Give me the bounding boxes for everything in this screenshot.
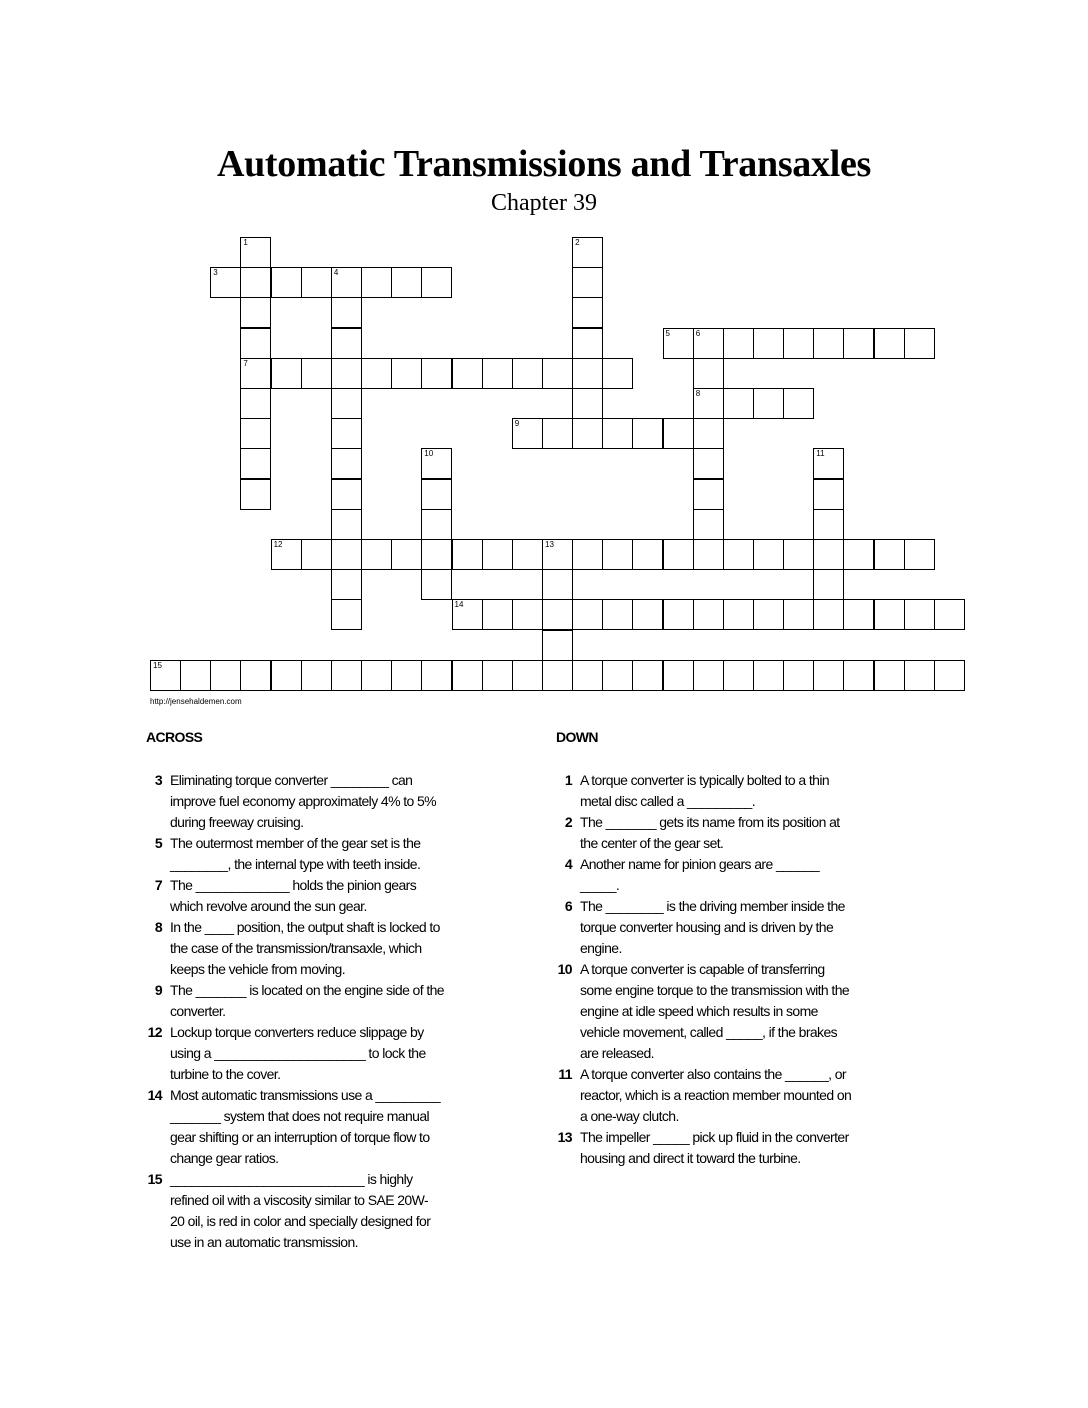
crossword-cell[interactable]	[632, 660, 663, 691]
crossword-cell[interactable]	[421, 539, 452, 570]
crossword-cell[interactable]	[602, 599, 633, 630]
crossword-cell[interactable]	[542, 358, 573, 389]
crossword-cell[interactable]	[753, 388, 784, 419]
crossword-cell[interactable]	[210, 660, 241, 691]
crossword-cell[interactable]	[361, 539, 392, 570]
crossword-cell[interactable]	[331, 599, 362, 630]
clue-number: 13	[557, 1129, 572, 1145]
crossword-cell[interactable]	[813, 599, 844, 630]
clue-text	[170, 770, 436, 833]
crossword-cell[interactable]	[572, 328, 603, 359]
crossword-cell[interactable]	[843, 539, 874, 570]
crossword-cell[interactable]	[331, 418, 362, 449]
cell-number: 7	[243, 358, 248, 368]
crossword-cell[interactable]	[753, 660, 784, 691]
crossword-cell[interactable]	[693, 599, 724, 630]
cell-number: 9	[514, 419, 520, 429]
crossword-cell[interactable]	[512, 418, 543, 449]
crossword-cell[interactable]	[542, 660, 573, 691]
clue-line: A torque converter is capable of transferring	[580, 961, 825, 977]
crossword-cell[interactable]	[602, 358, 633, 389]
clue-line: the case of the transmission/transaxle, which	[170, 940, 422, 956]
clue-line: The _______ is located on the engine side of the	[170, 982, 444, 998]
across-clue-3	[142, 770, 542, 833]
crossword-cell[interactable]	[421, 660, 452, 691]
crossword-cell[interactable]	[843, 660, 874, 691]
crossword-cell[interactable]	[663, 599, 694, 630]
crossword-cell[interactable]	[452, 539, 483, 570]
across-clue-5	[142, 833, 542, 875]
crossword-cell[interactable]	[723, 328, 754, 359]
clue-text	[580, 854, 819, 896]
clue-line: change gear ratios.	[170, 1150, 279, 1166]
crossword-cell[interactable]	[783, 660, 814, 691]
clue-text	[580, 1064, 851, 1127]
clue-line: converter.	[170, 1003, 226, 1019]
down-clue-11	[552, 1064, 952, 1127]
crossword-cell[interactable]	[301, 539, 332, 570]
crossword-cell[interactable]	[874, 539, 905, 570]
clue-number: 11	[558, 1066, 572, 1082]
clue-line: Most automatic transmissions use a _________	[170, 1087, 441, 1103]
crossword-cell[interactable]	[693, 358, 724, 389]
crossword-cell[interactable]	[150, 660, 181, 691]
crossword-cell[interactable]	[934, 660, 965, 691]
crossword-cell[interactable]	[632, 539, 663, 570]
crossword-cell[interactable]	[753, 539, 784, 570]
crossword-cell[interactable]	[512, 358, 543, 389]
crossword-cell[interactable]	[843, 328, 874, 359]
crossword-cell[interactable]	[331, 660, 362, 691]
crossword-cell[interactable]	[904, 328, 935, 359]
crossword-cell[interactable]	[693, 660, 724, 691]
crossword-cell[interactable]	[723, 599, 754, 630]
crossword-cell[interactable]	[331, 297, 362, 328]
crossword-cell[interactable]	[391, 660, 422, 691]
crossword-cell[interactable]	[663, 328, 694, 359]
clue-line: A torque converter is typically bolted to a thin	[580, 772, 830, 788]
crossword-cell[interactable]	[240, 358, 271, 389]
across-clue-7	[142, 875, 542, 917]
crossword-cell[interactable]	[693, 388, 724, 419]
crossword-cell[interactable]	[874, 660, 905, 691]
crossword-cell[interactable]	[542, 599, 573, 630]
crossword-cell[interactable]	[693, 509, 724, 540]
crossword-cell[interactable]	[572, 539, 603, 570]
crossword-cell[interactable]	[632, 418, 663, 449]
clue-text	[170, 917, 440, 980]
down-clue-4	[552, 854, 952, 896]
crossword-cell[interactable]	[421, 479, 452, 510]
crossword-cell[interactable]	[361, 267, 392, 298]
crossword-cell[interactable]	[512, 599, 543, 630]
crossword-cell[interactable]	[240, 479, 271, 510]
clue-line: housing and direct it toward the turbine.	[580, 1150, 801, 1166]
clue-text	[580, 896, 845, 959]
cell-number: 13	[545, 540, 554, 549]
crossword-cell[interactable]	[904, 599, 935, 630]
source-url: http://jensehaldemen.com	[150, 697, 242, 706]
across-clue-8	[142, 917, 542, 980]
crossword-cell[interactable]	[693, 539, 724, 570]
clue-line: 20 oil, is red in color and specially designed for	[170, 1213, 431, 1229]
clue-number: 14	[147, 1087, 162, 1103]
cell-number: 4	[333, 268, 339, 278]
crossword-cell[interactable]	[452, 599, 483, 630]
clue-line: during freeway cruising.	[170, 814, 304, 830]
clue-line: The ________ is the driving member inside the	[580, 898, 845, 914]
crossword-cell[interactable]	[542, 630, 573, 661]
across-clue-9	[142, 980, 542, 1022]
crossword-cell[interactable]	[240, 418, 271, 449]
crossword-cell[interactable]	[331, 328, 362, 359]
cell-number: 2	[575, 238, 580, 247]
clue-line: use in an automatic transmission.	[170, 1234, 358, 1250]
cell-number: 6	[695, 328, 701, 338]
crossword-cell[interactable]	[271, 539, 302, 570]
crossword-cell[interactable]	[542, 569, 573, 600]
clue-line: turbine to the cover.	[170, 1066, 281, 1082]
crossword-cell[interactable]	[240, 660, 271, 691]
across-clue-list	[142, 770, 542, 1253]
down-clue-2	[552, 812, 952, 854]
crossword-cell[interactable]	[602, 418, 633, 449]
clue-line: metal disc called a _________.	[580, 793, 756, 809]
clue-text	[580, 959, 849, 1064]
clue-line: The _____________ holds the pinion gears	[170, 877, 417, 893]
across-clue-14	[142, 1085, 542, 1169]
clue-line: The outermost member of the gear set is the	[170, 835, 421, 851]
clue-number: 8	[154, 919, 162, 935]
clue-line: engine.	[580, 940, 622, 956]
clue-line: torque converter housing and is driven by the	[580, 919, 834, 935]
clue-line: engine at idle speed which results in some	[580, 1003, 818, 1019]
crossword-cell[interactable]	[331, 479, 362, 510]
crossword-cell[interactable]	[331, 448, 362, 479]
clue-number: 12	[147, 1024, 162, 1040]
clue-line: In the ____ position, the output shaft is locked to	[170, 919, 440, 935]
crossword-cell[interactable]	[572, 599, 603, 630]
across-heading: ACROSS	[146, 729, 203, 745]
crossword-cell[interactable]	[753, 328, 784, 359]
crossword-cell[interactable]	[452, 660, 483, 691]
clue-line: A torque converter also contains the ______, or	[580, 1066, 846, 1082]
crossword-cell[interactable]	[391, 358, 422, 389]
crossword-cell[interactable]	[572, 297, 603, 328]
clue-line: The _______ gets its name from its position at	[580, 814, 840, 830]
crossword-cell[interactable]	[904, 660, 935, 691]
clue-line: refined oil with a viscosity similar to SAE 20W-	[170, 1192, 429, 1208]
down-clue-list	[552, 770, 952, 1169]
crossword-cell[interactable]	[271, 660, 302, 691]
crossword-cell[interactable]	[904, 539, 935, 570]
clue-line: vehicle movement, called _____, if the brakes	[580, 1024, 838, 1040]
cell-number: 8	[695, 389, 701, 398]
clue-line: improve fuel economy approximately 4% to 5%	[170, 793, 437, 809]
crossword-cell[interactable]	[632, 599, 663, 630]
crossword-cell[interactable]	[301, 660, 332, 691]
crossword-cell[interactable]	[723, 388, 754, 419]
crossword-cell[interactable]	[783, 388, 814, 419]
crossword-cell[interactable]	[331, 267, 362, 298]
clue-text	[170, 875, 416, 917]
clue-line: Lockup torque converters reduce slippage by	[170, 1024, 424, 1040]
clue-number: 5	[154, 835, 162, 851]
crossword-cell[interactable]	[512, 539, 543, 570]
clue-line: keeps the vehicle from moving.	[170, 961, 345, 977]
clue-line: _____.	[580, 877, 620, 893]
crossword-cell[interactable]	[813, 328, 844, 359]
crossword-cell[interactable]	[783, 539, 814, 570]
clue-line: a one-way clutch.	[580, 1108, 679, 1124]
clue-line: The impeller _____ pick up fluid in the converter	[580, 1129, 849, 1145]
clue-number: 9	[154, 982, 162, 998]
crossword-cell[interactable]	[180, 660, 211, 691]
clue-text	[170, 980, 444, 1022]
clue-text	[170, 1169, 430, 1253]
crossword-cell[interactable]	[421, 509, 452, 540]
clue-line: Another name for pinion gears are ______	[580, 856, 820, 872]
crossword-cell[interactable]	[301, 358, 332, 389]
crossword-cell[interactable]	[693, 479, 724, 510]
crossword-cell[interactable]	[723, 539, 754, 570]
crossword-cell[interactable]	[240, 448, 271, 479]
crossword-cell[interactable]	[482, 539, 513, 570]
clue-text	[580, 770, 829, 812]
crossword-cell[interactable]	[421, 448, 452, 479]
clue-text	[170, 1022, 426, 1085]
cell-number: 15	[153, 660, 162, 670]
page-title: Automatic Transmissions and Transaxles	[216, 143, 872, 185]
crossword-cell[interactable]	[783, 328, 814, 359]
crossword-cell[interactable]	[240, 267, 271, 298]
down-heading: DOWN	[556, 729, 598, 745]
crossword-cell[interactable]	[301, 267, 332, 298]
crossword-cell[interactable]	[874, 599, 905, 630]
clue-line: which revolve around the sun gear.	[170, 898, 367, 914]
across-clue-15	[142, 1169, 542, 1253]
clue-text	[170, 1085, 440, 1169]
clue-text	[580, 812, 840, 854]
crossword-cell[interactable]	[391, 539, 422, 570]
crossword-cell[interactable]	[572, 267, 603, 298]
clue-number: 10	[557, 961, 572, 977]
crossword-cell[interactable]	[331, 358, 362, 389]
down-clue-13	[552, 1127, 952, 1169]
page-subtitle: Chapter 39	[491, 190, 597, 216]
crossword-cell[interactable]	[240, 297, 271, 328]
crossword-cell[interactable]	[813, 479, 844, 510]
clue-number: 2	[564, 814, 572, 830]
crossword-cell[interactable]	[482, 358, 513, 389]
crossword-cell[interactable]	[361, 358, 392, 389]
crossword-cell[interactable]	[512, 660, 543, 691]
clue-text	[580, 1127, 849, 1169]
crossword-cell[interactable]	[271, 358, 302, 389]
clue-line: ________, the internal type with teeth inside.	[170, 856, 421, 872]
clue-line: reactor, which is a reaction member mounted on	[580, 1087, 852, 1103]
crossword-cell[interactable]	[783, 599, 814, 630]
crossword-cell[interactable]	[271, 267, 302, 298]
clue-number: 1	[564, 772, 572, 788]
clue-line: ___________________________ is highly	[170, 1171, 413, 1187]
clue-line: the center of the gear set.	[580, 835, 724, 851]
crossword-cell[interactable]	[602, 539, 633, 570]
cell-number: 11	[816, 449, 825, 459]
crossword-cell[interactable]	[331, 569, 362, 600]
clue-number: 7	[154, 877, 162, 893]
crossword-cell[interactable]	[813, 660, 844, 691]
crossword-cell[interactable]	[663, 418, 694, 449]
clue-line: using a _____________________ to lock the	[170, 1045, 426, 1061]
crossword-cell[interactable]	[843, 599, 874, 630]
cell-number: 1	[243, 238, 248, 247]
clue-number: 3	[154, 772, 162, 788]
clue-line: _______ system that does not require manual	[170, 1108, 430, 1124]
crossword-cell[interactable]	[482, 599, 513, 630]
clue-line: Eliminating torque converter ________ can	[170, 772, 413, 788]
cell-number: 12	[273, 540, 283, 549]
crossword-cell[interactable]	[602, 660, 633, 691]
crossword-cell[interactable]	[572, 237, 603, 268]
crossword-cell[interactable]	[934, 599, 965, 630]
crossword-cell[interactable]	[693, 448, 724, 479]
crossword-cell[interactable]	[572, 660, 603, 691]
clue-number: 4	[564, 856, 572, 872]
crossword-cell[interactable]	[421, 569, 452, 600]
crossword-cell[interactable]	[753, 599, 784, 630]
crossword-cell[interactable]	[572, 358, 603, 389]
crossword-cell[interactable]	[331, 388, 362, 419]
cell-number: 5	[665, 328, 670, 338]
crossword-cell[interactable]	[813, 448, 844, 479]
crossword-cell[interactable]	[482, 660, 513, 691]
cell-number: 10	[424, 449, 434, 459]
clue-number: 15	[147, 1171, 162, 1187]
crossword-cell[interactable]	[391, 267, 422, 298]
crossword-cell[interactable]	[331, 539, 362, 570]
clue-line: some engine torque to the transmission with the	[580, 982, 850, 998]
clue-line: are released.	[580, 1045, 654, 1061]
crossword-cell[interactable]	[240, 388, 271, 419]
crossword-cell[interactable]	[723, 660, 754, 691]
crossword-cell[interactable]	[813, 539, 844, 570]
clue-line: gear shifting or an interruption of torque flow to	[170, 1129, 430, 1145]
down-clue-1	[552, 770, 952, 812]
down-clue-6	[552, 896, 952, 959]
clue-text	[170, 833, 420, 875]
crossword-cell[interactable]	[663, 660, 694, 691]
crossword-cell[interactable]	[663, 539, 694, 570]
crossword-cell[interactable]	[572, 418, 603, 449]
crossword-cell[interactable]	[240, 237, 271, 268]
cell-number: 14	[454, 600, 464, 610]
crossword-cell[interactable]	[542, 539, 573, 570]
crossword-cell[interactable]	[693, 418, 724, 449]
down-clue-10	[552, 959, 952, 1064]
crossword-cell[interactable]	[210, 267, 241, 298]
crossword-cell[interactable]	[240, 328, 271, 359]
crossword-cell[interactable]	[572, 388, 603, 419]
crossword-cell[interactable]	[693, 328, 724, 359]
crossword-cell[interactable]	[874, 328, 905, 359]
crossword-cell[interactable]	[452, 358, 483, 389]
crossword-cell[interactable]	[813, 509, 844, 540]
crossword-cell[interactable]	[331, 509, 362, 540]
across-clue-12	[142, 1022, 542, 1085]
clue-number: 6	[564, 898, 572, 914]
crossword-cell[interactable]	[421, 358, 452, 389]
crossword-cell[interactable]	[361, 660, 392, 691]
crossword-cell[interactable]	[421, 267, 452, 298]
cell-number: 3	[213, 268, 218, 278]
crossword-cell[interactable]	[813, 569, 844, 600]
crossword-cell[interactable]	[542, 418, 573, 449]
